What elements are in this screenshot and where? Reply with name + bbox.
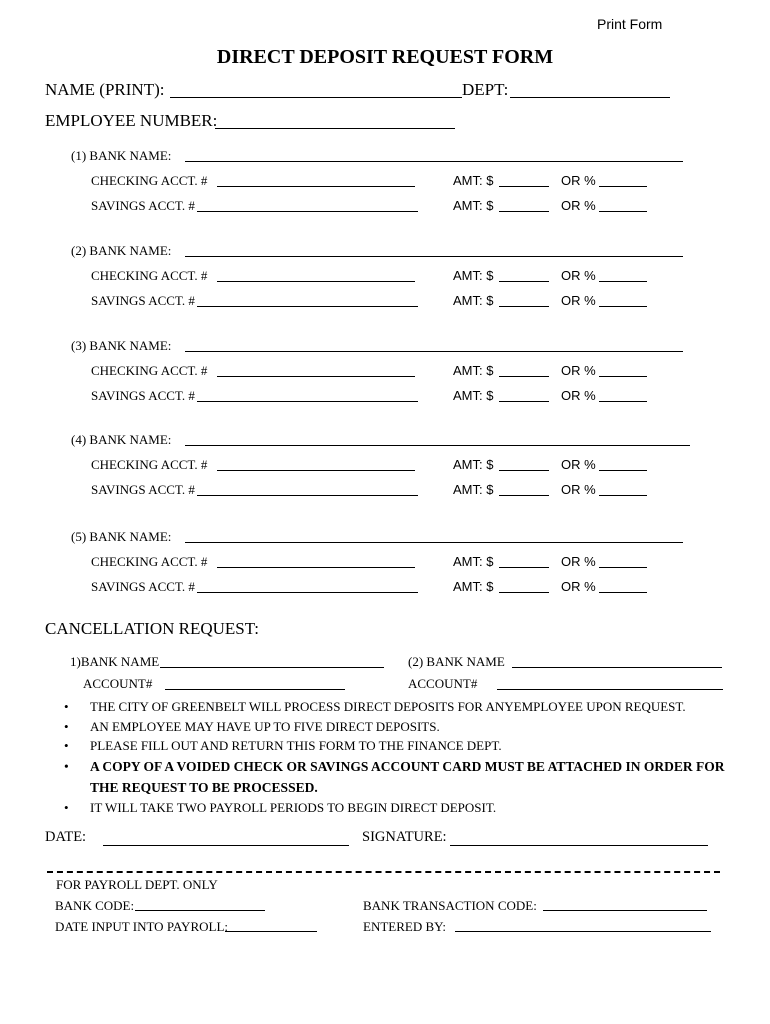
savings-acct-input[interactable] <box>197 592 418 593</box>
bank-name-label: (1) BANK NAME: <box>71 148 172 163</box>
entered-by-label: ENTERED BY: <box>363 919 446 934</box>
checking-amt-label: AMT: $ <box>453 268 494 283</box>
checking-percent-label: OR % <box>561 457 596 472</box>
savings-percent-label: OR % <box>561 198 596 213</box>
employee-number-input[interactable] <box>215 128 455 129</box>
bank-name-input[interactable] <box>185 256 683 257</box>
print-form-button[interactable]: Print Form <box>597 16 663 32</box>
employee-number-label: EMPLOYEE NUMBER: <box>45 111 218 130</box>
cancel-bank1-label: 1)BANK NAME <box>70 654 160 669</box>
checking-percent-input[interactable] <box>599 186 647 187</box>
bank-name-label: (4) BANK NAME: <box>71 432 172 447</box>
savings-amt-label: AMT: $ <box>453 388 494 403</box>
checking-amt-input[interactable] <box>499 567 549 568</box>
savings-percent-input[interactable] <box>599 592 647 593</box>
savings-percent-label: OR % <box>561 388 596 403</box>
list-item: • PLEASE FILL OUT AND RETURN THIS FORM TO THE FINANCE DEPT. <box>64 738 502 754</box>
dept-label: DEPT: <box>462 80 509 99</box>
savings-acct-input[interactable] <box>197 401 418 402</box>
checking-percent-input[interactable] <box>599 281 647 282</box>
bank-code-input[interactable] <box>135 910 265 911</box>
savings-acct-input[interactable] <box>197 306 418 307</box>
checking-percent-input[interactable] <box>599 376 647 377</box>
checking-acct-input[interactable] <box>217 470 415 471</box>
savings-acct-label: SAVINGS ACCT. # <box>91 293 195 308</box>
checking-amt-input[interactable] <box>499 470 549 471</box>
savings-percent-input[interactable] <box>599 495 647 496</box>
savings-amt-label: AMT: $ <box>453 579 494 594</box>
savings-amt-label: AMT: $ <box>453 198 494 213</box>
savings-amt-input[interactable] <box>499 211 549 212</box>
bank-code-label: BANK CODE: <box>55 898 135 913</box>
savings-acct-input[interactable] <box>197 495 418 496</box>
list-item-important: • A COPY OF A VOIDED CHECK OR SAVINGS ACCOUNT CARD MUST BE ATTACHED IN ORDER FOR THE REQUEST TO BE PROCESSED. <box>64 758 725 795</box>
savings-acct-label: SAVINGS ACCT. # <box>91 482 195 497</box>
date-input[interactable] <box>103 845 349 846</box>
checking-percent-label: OR % <box>561 173 596 188</box>
name-label: NAME (PRINT): <box>45 80 165 99</box>
cancel-account1-label: ACCOUNT# <box>83 676 153 691</box>
checking-percent-label: OR % <box>561 268 596 283</box>
checking-amt-label: AMT: $ <box>453 457 494 472</box>
checking-percent-label: OR % <box>561 554 596 569</box>
checking-amt-input[interactable] <box>499 281 549 282</box>
savings-amt-input[interactable] <box>499 306 549 307</box>
savings-amt-input[interactable] <box>499 495 549 496</box>
cancel-account2-label: ACCOUNT# <box>408 676 478 691</box>
dept-input[interactable] <box>510 97 670 98</box>
savings-percent-input[interactable] <box>599 211 647 212</box>
checking-amt-input[interactable] <box>499 186 549 187</box>
cancel-account2-input[interactable] <box>497 689 723 690</box>
bank-name-label: (3) BANK NAME: <box>71 338 172 353</box>
bank-name-label: (2) BANK NAME: <box>71 243 172 258</box>
checking-acct-label: CHECKING ACCT. # <box>91 173 208 188</box>
bank-name-input[interactable] <box>185 445 690 446</box>
name-input[interactable] <box>170 97 462 98</box>
list-item: • THE CITY OF GREENBELT WILL PROCESS DIRECT DEPOSITS FOR ANYEMPLOYEE UPON REQUEST. <box>64 699 686 714</box>
date-input-payroll-input[interactable] <box>225 931 317 932</box>
checking-acct-input[interactable] <box>217 186 415 187</box>
checking-amt-label: AMT: $ <box>453 554 494 569</box>
checking-amt-input[interactable] <box>499 376 549 377</box>
checking-amt-label: AMT: $ <box>453 363 494 378</box>
entered-by-input[interactable] <box>455 931 711 932</box>
checking-acct-input[interactable] <box>217 567 415 568</box>
checking-amt-label: AMT: $ <box>453 173 494 188</box>
checking-percent-label: OR % <box>561 363 596 378</box>
checking-acct-label: CHECKING ACCT. # <box>91 268 208 283</box>
instructions-list <box>64 697 734 817</box>
bank-name-input[interactable] <box>185 161 683 162</box>
savings-percent-input[interactable] <box>599 306 647 307</box>
bank-name-input[interactable] <box>185 542 683 543</box>
savings-amt-label: AMT: $ <box>453 293 494 308</box>
bank-transaction-label: BANK TRANSACTION CODE: <box>363 898 537 913</box>
bank-name-input[interactable] <box>185 351 683 352</box>
savings-percent-input[interactable] <box>599 401 647 402</box>
savings-amt-label: AMT: $ <box>453 482 494 497</box>
cancel-bank1-input[interactable] <box>160 667 384 668</box>
cancel-bank2-label: (2) BANK NAME <box>408 654 505 669</box>
savings-acct-label: SAVINGS ACCT. # <box>91 388 195 403</box>
savings-percent-label: OR % <box>561 482 596 497</box>
savings-acct-label: SAVINGS ACCT. # <box>91 198 195 213</box>
bank-transaction-input[interactable] <box>543 910 707 911</box>
checking-acct-label: CHECKING ACCT. # <box>91 554 208 569</box>
checking-acct-input[interactable] <box>217 281 415 282</box>
savings-amt-input[interactable] <box>499 592 549 593</box>
cancellation-heading: CANCELLATION REQUEST: <box>45 619 260 638</box>
list-item: • IT WILL TAKE TWO PAYROLL PERIODS TO BEGIN DIRECT DEPOSIT. <box>64 799 497 815</box>
signature-input[interactable] <box>450 845 708 846</box>
form-title: DIRECT DEPOSIT REQUEST FORM <box>216 46 554 68</box>
payroll-heading: FOR PAYROLL DEPT. ONLY <box>56 877 218 892</box>
bank-name-label: (5) BANK NAME: <box>71 529 172 544</box>
checking-percent-input[interactable] <box>599 470 647 471</box>
list-item: • AN EMPLOYEE MAY HAVE UP TO FIVE DIRECT DEPOSITS. <box>64 718 440 734</box>
cancel-bank2-input[interactable] <box>512 667 722 668</box>
cancel-account1-input[interactable] <box>165 689 345 690</box>
checking-acct-label: CHECKING ACCT. # <box>91 363 208 378</box>
date-input-payroll-label: DATE INPUT INTO PAYROLL: <box>55 919 228 934</box>
savings-percent-label: OR % <box>561 293 596 308</box>
savings-acct-input[interactable] <box>197 211 418 212</box>
savings-percent-label: OR % <box>561 579 596 594</box>
checking-acct-label: CHECKING ACCT. # <box>91 457 208 472</box>
date-label: DATE: <box>45 829 87 845</box>
cut-line-divider <box>47 871 720 873</box>
checking-acct-input[interactable] <box>217 376 415 377</box>
savings-acct-label: SAVINGS ACCT. # <box>91 579 195 594</box>
checking-percent-input[interactable] <box>599 567 647 568</box>
signature-label: SIGNATURE: <box>362 829 447 845</box>
savings-amt-input[interactable] <box>499 401 549 402</box>
